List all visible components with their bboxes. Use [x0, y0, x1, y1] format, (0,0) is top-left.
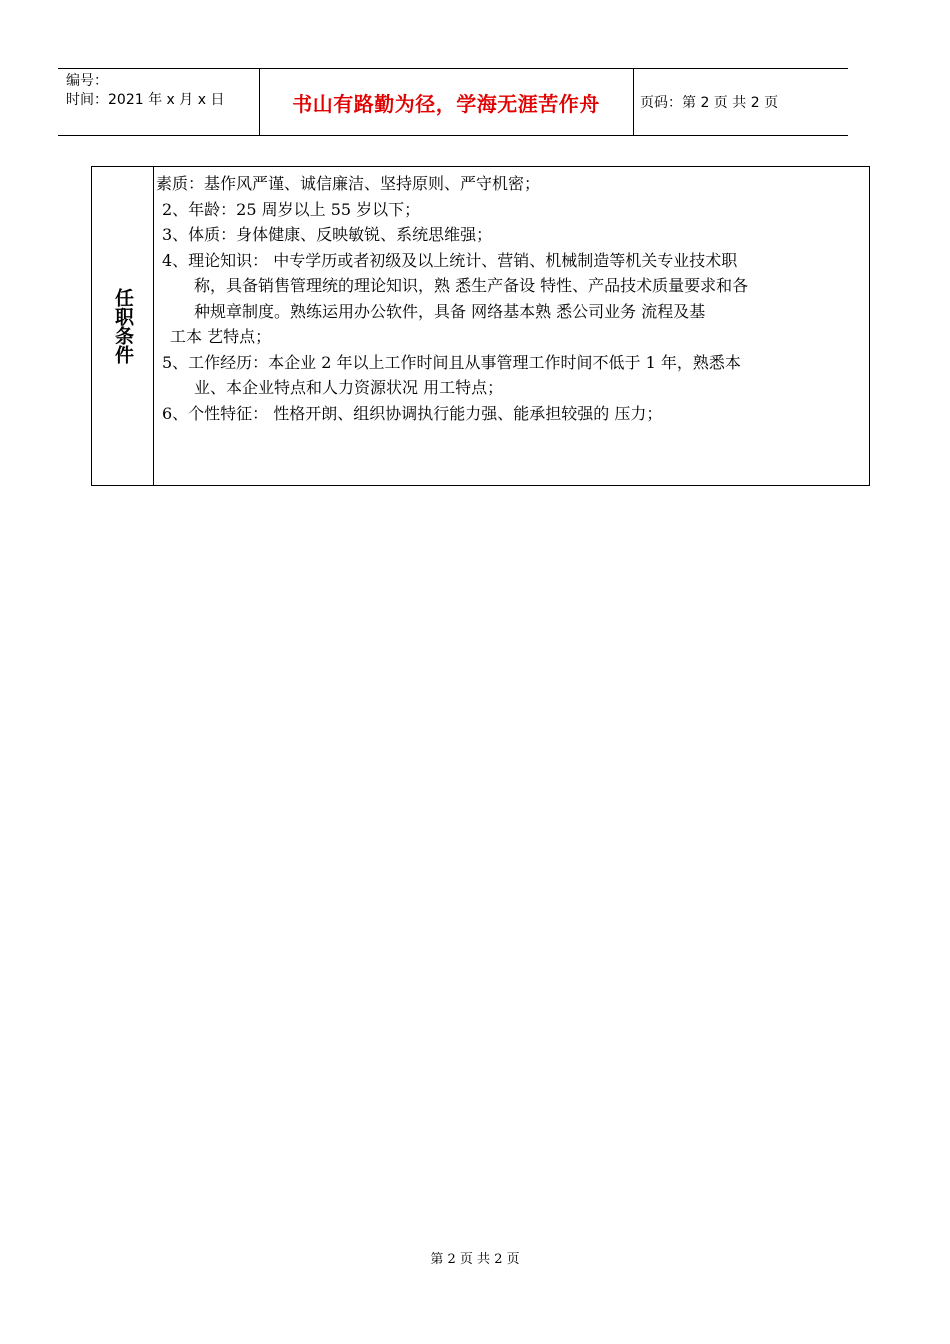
table-label-cell — [92, 167, 153, 485]
header-meta — [66, 72, 224, 110]
requirement-line-8: 5、工作经历：本企业 2 年以上工作时间且从事管理工作时间不低于 1 年，熟悉本 — [162, 352, 741, 372]
table-label: 任职条件 — [112, 288, 134, 364]
document-time: 时间：2021 年 x 月 x 日 — [66, 92, 225, 108]
document-number: 编号： — [66, 73, 108, 89]
requirement-line-6: 种规章制度。熟练运用办公软件，具备 网络基本熟 悉公司业务 流程及基 — [194, 301, 706, 321]
header-divider-right — [633, 68, 634, 136]
requirement-line-10: 6、个性特征： 性格开朗、组织协调执行能力强、能承担较强的 压力； — [162, 403, 663, 423]
requirement-line-4: 4、理论知识： 中专学历或者初级及以上统计、营销、机械制造等机关专业技术职 — [162, 250, 738, 270]
table-column-divider — [153, 167, 154, 485]
requirement-line-9: 业、本企业特点和人力资源状况 用工特点； — [194, 378, 504, 397]
requirement-line-1: 素质：基作风严谨、诚信廉洁、坚持原则、严守机密； — [156, 174, 541, 193]
requirement-line-3: 3、体质：身体健康、反映敏锐、系统思维强； — [162, 225, 493, 244]
header-page-info: 页码：第 2 页 共 2 页 — [640, 95, 779, 111]
table-content-cell — [156, 171, 868, 426]
page-header — [58, 68, 848, 136]
requirement-line-7: 工本 艺特点； — [170, 327, 272, 346]
page-footer: 第 2 页 共 2 页 — [430, 1252, 520, 1267]
header-motto: 书山有路勤为径，学海无涯苦作舟 — [292, 91, 600, 116]
requirement-line-5: 称，具备销售管理统的理论知识，熟 悉生产备设 特性、产品技术质量要求和各 — [194, 276, 749, 295]
requirements-table — [91, 166, 870, 486]
requirement-line-2: 2、年龄：25 周岁以上 55 岁以下； — [162, 199, 421, 219]
